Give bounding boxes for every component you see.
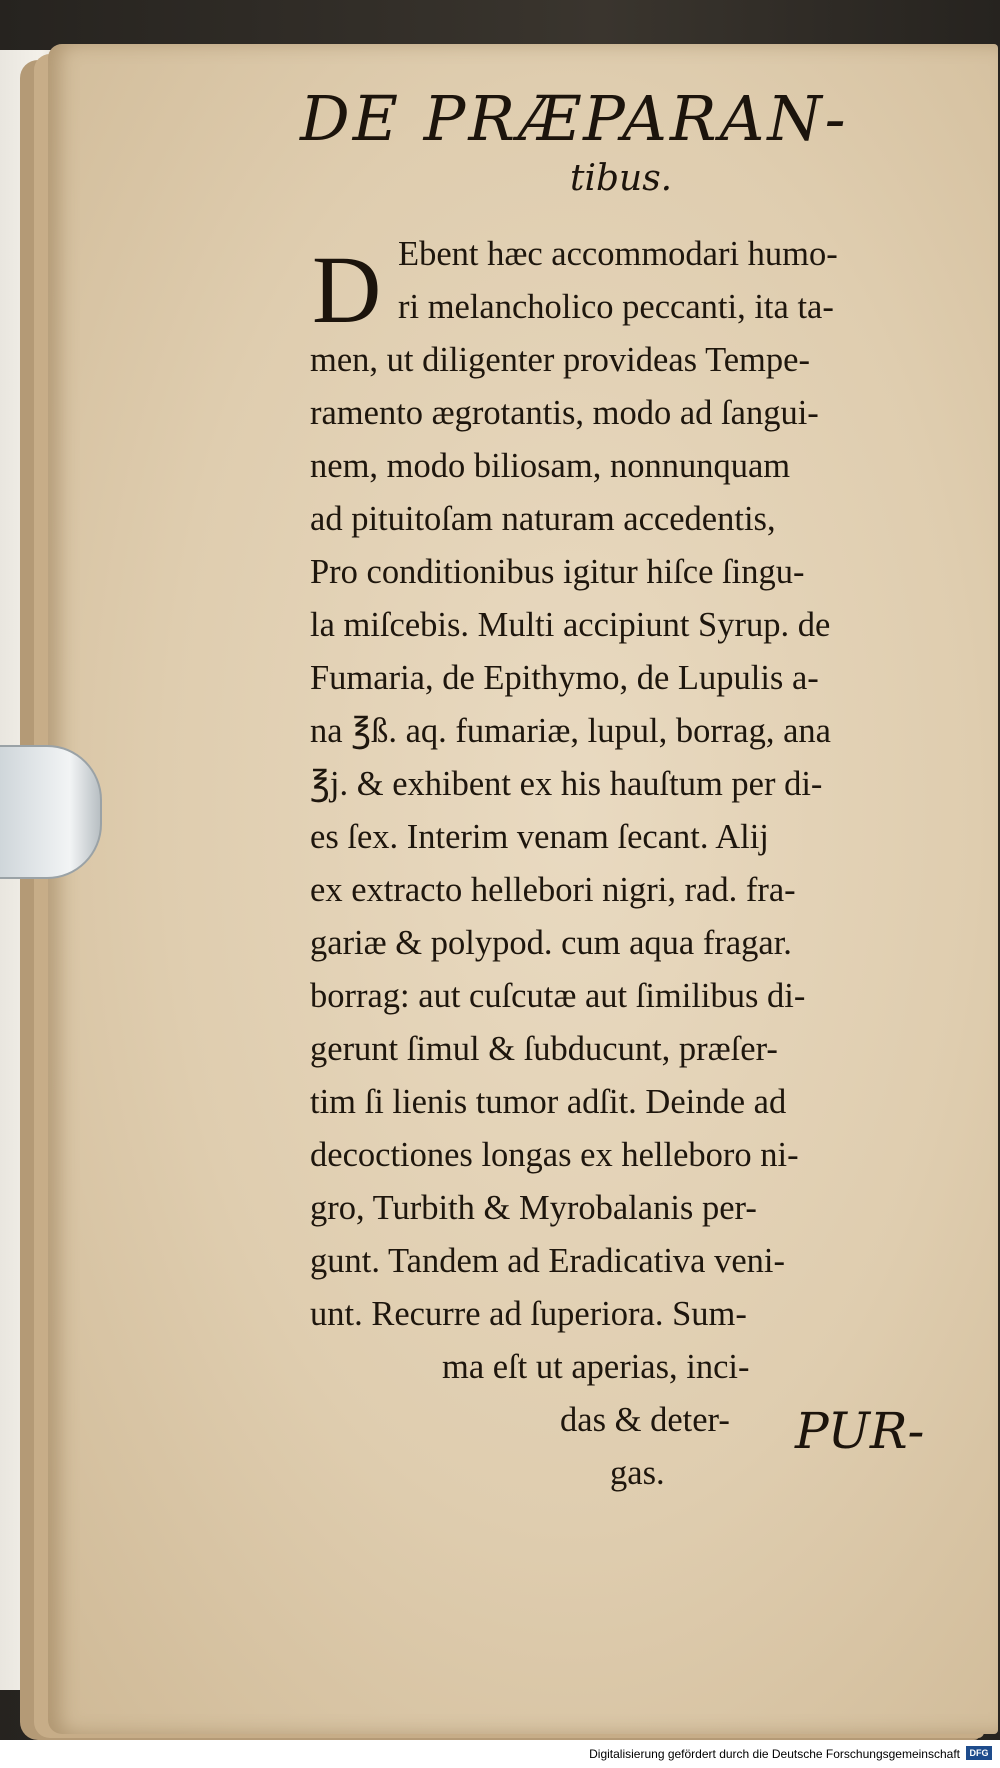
- text-line: ri melancholico peccanti, ita ta-: [398, 288, 834, 326]
- text-line: borrag: aut cuſcutæ aut ſimilibus di-: [310, 977, 806, 1015]
- catchword: PUR-: [795, 1402, 925, 1460]
- text-line: es ſex. Interim venam ſecant. Alij: [310, 818, 769, 856]
- text-line: Pro conditionibus igitur hiſce ſingu-: [310, 553, 805, 591]
- text-line: ad pituitoſam naturam accedentis,: [310, 500, 776, 538]
- text-line: decoctiones longas ex helleboro ni-: [310, 1136, 799, 1174]
- text-line: unt. Recurre ad ſuperiora. Sum-: [310, 1295, 747, 1333]
- text-line: ℥j. & exhibent ex his hauſtum per di-: [310, 765, 823, 803]
- drop-capital: D: [312, 236, 382, 343]
- text-line: gro, Turbith & Myrobalanis per-: [310, 1189, 757, 1227]
- footer-bar: [0, 1740, 1000, 1768]
- page-heading: DE PRÆPARAN-: [300, 82, 849, 155]
- text-line: gas.: [610, 1454, 665, 1492]
- page-heading-continuation: tibus.: [570, 158, 673, 199]
- dfg-logo-icon: DFG: [966, 1746, 992, 1760]
- text-line: gariæ & polypod. cum aqua fragar.: [310, 924, 792, 962]
- body-text: [310, 228, 960, 1500]
- text-line: ma eſt ut aperias, inci-: [442, 1348, 750, 1386]
- text-line: gerunt ſimul & ſubducunt, præſer-: [310, 1030, 778, 1068]
- page-clip: [0, 745, 102, 879]
- text-line: Fumaria, de Epithymo, de Lupulis a-: [310, 659, 819, 697]
- text-line: tim ſi lienis tumor adſit. Deinde ad: [310, 1083, 787, 1121]
- text-line: nem, modo biliosam, nonnunquam: [310, 447, 791, 485]
- text-line: Ebent hæc accommodari humo-: [398, 235, 838, 273]
- text-line: das & deter-: [560, 1401, 730, 1439]
- text-line: gunt. Tandem ad Eradicativa veni-: [310, 1242, 785, 1280]
- text-line: ex extracto hellebori nigri, rad. fra-: [310, 871, 796, 909]
- text-line: na ℥ß. aq. fumariæ, lupul, borrag, ana: [310, 712, 831, 750]
- text-line: men, ut diligenter provideas Tempe-: [310, 341, 810, 379]
- text-line: ramento ægrotantis, modo ad ſangui-: [310, 394, 819, 432]
- text-line: la miſcebis. Multi accipiunt Syrup. de: [310, 606, 831, 644]
- funding-credit: Digitalisierung gefördert durch die Deutsche Forschungsgemeinschaft: [589, 1747, 960, 1761]
